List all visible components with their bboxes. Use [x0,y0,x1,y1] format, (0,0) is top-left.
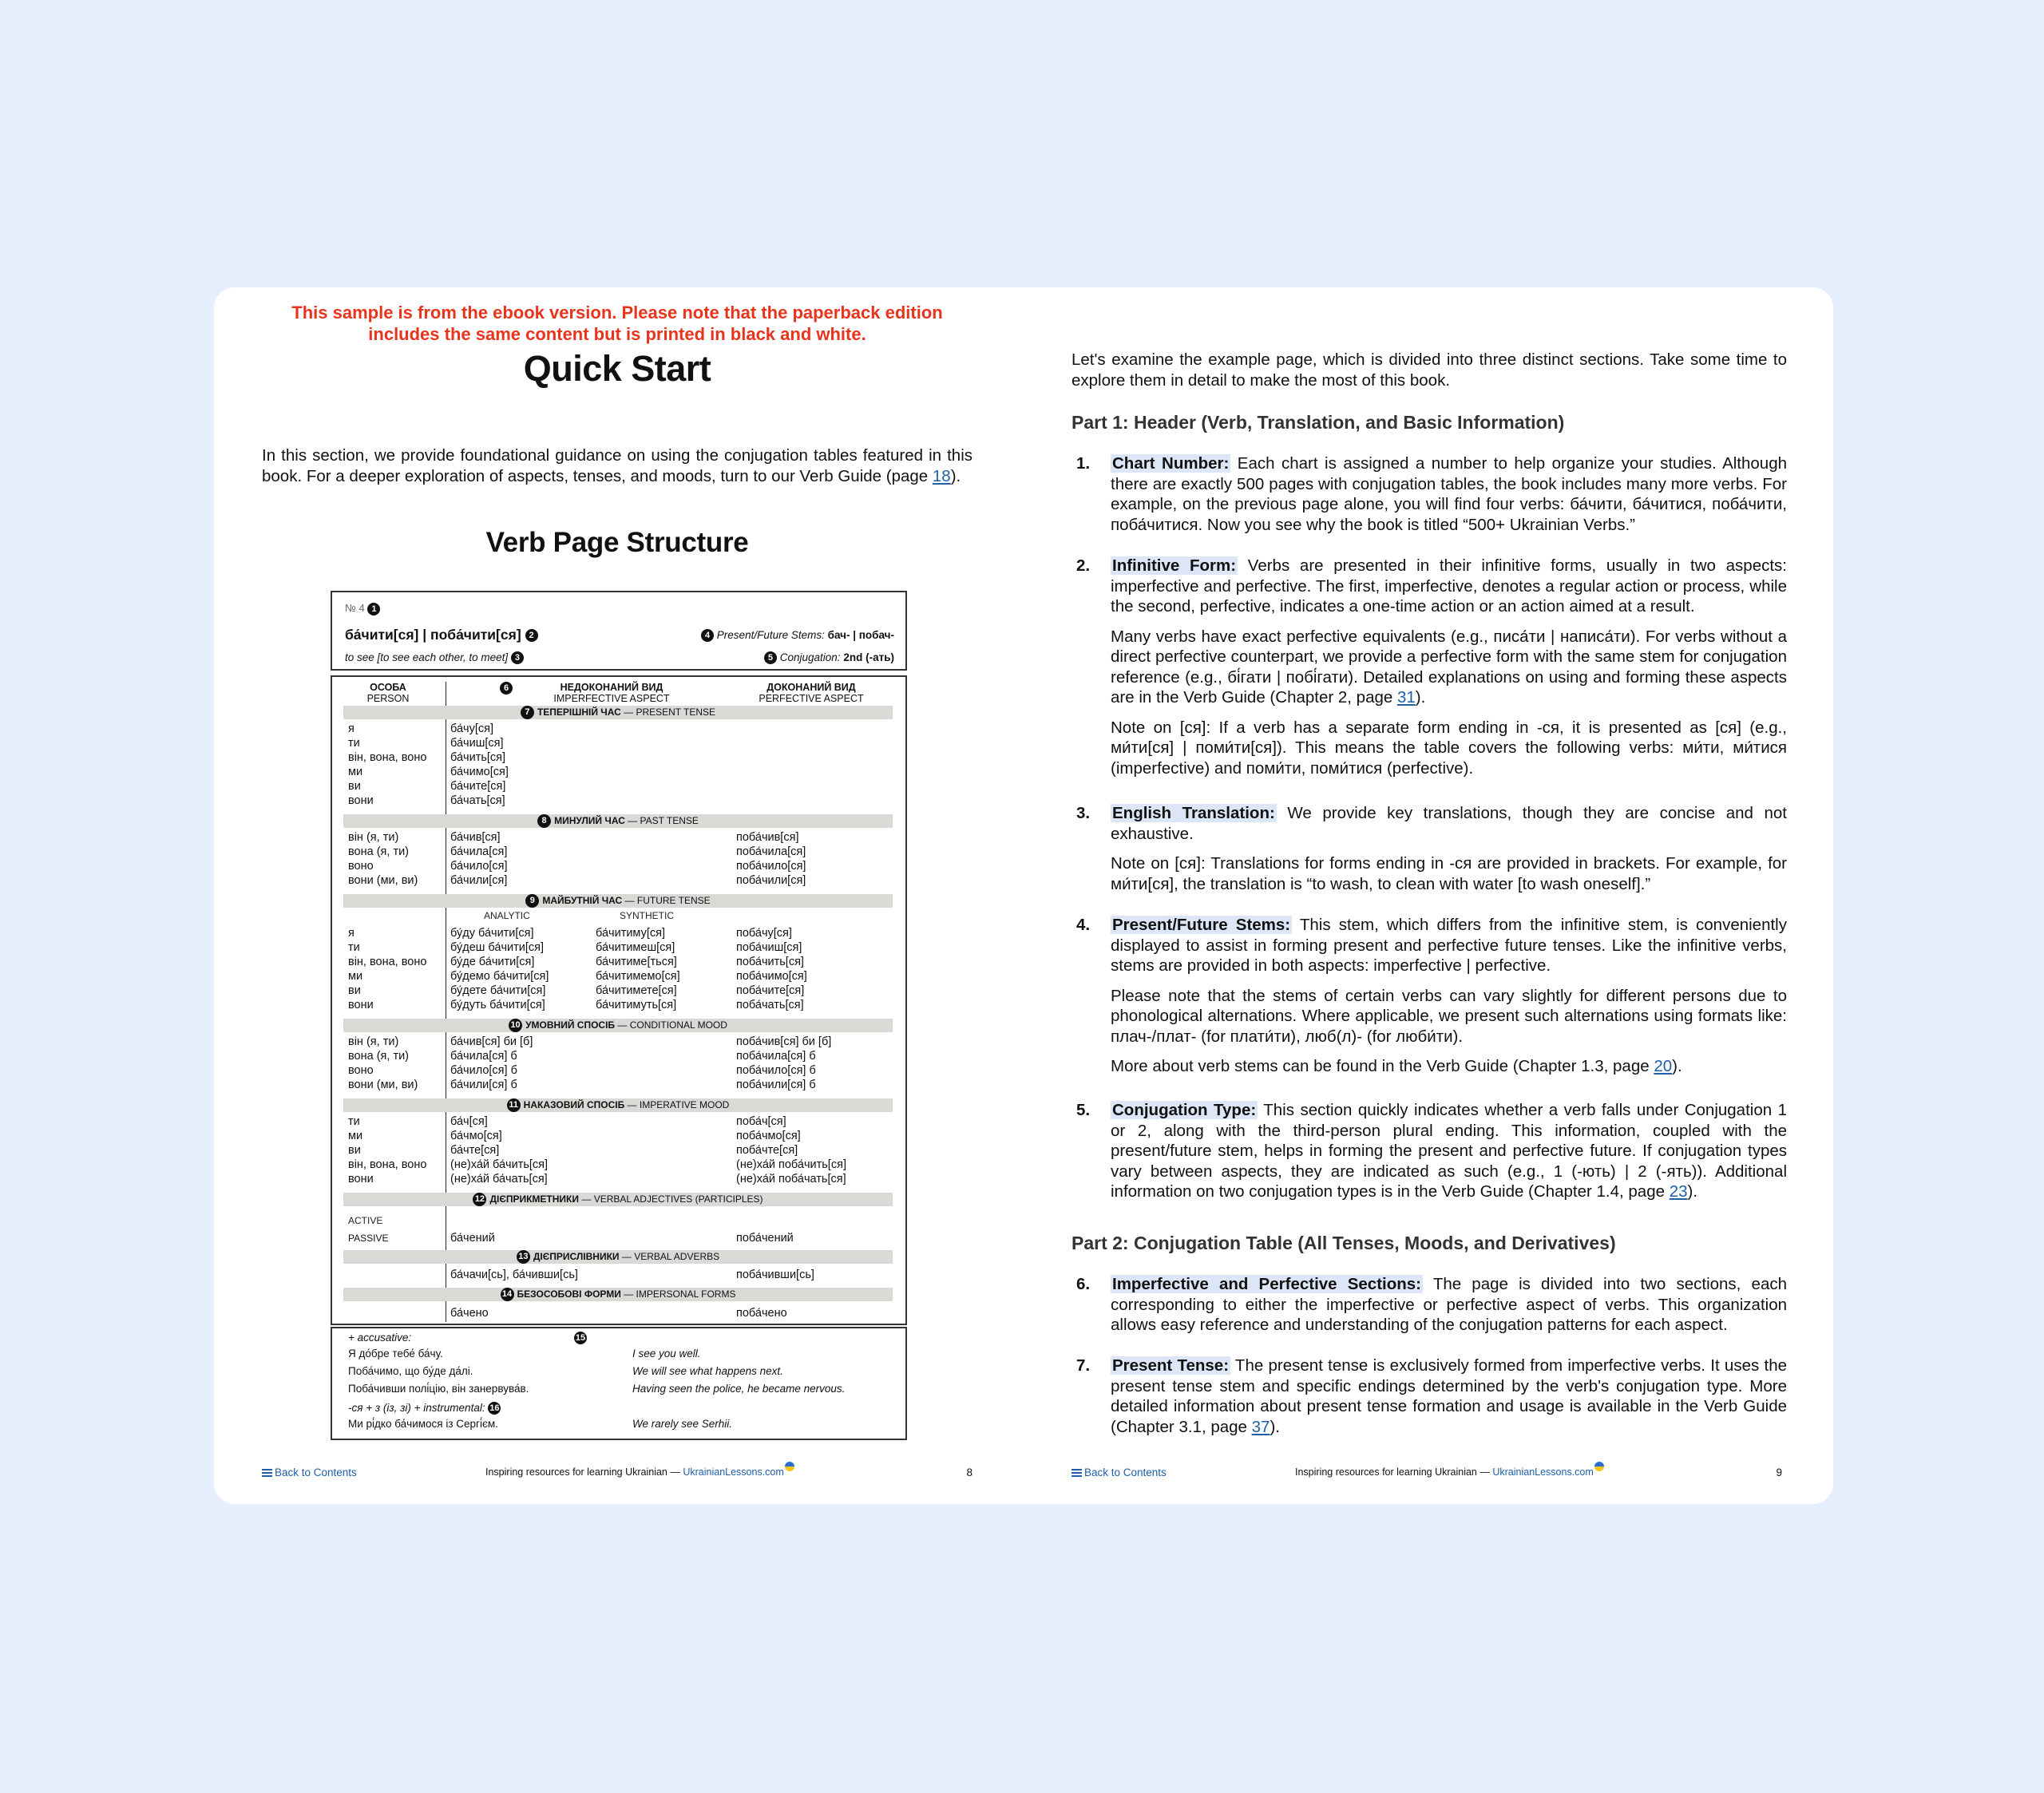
page-link-37[interactable]: 37 [1251,1417,1270,1436]
site-link[interactable]: UkrainianLessons.com [1492,1466,1594,1478]
chart-conjugation: 5 Conjugation: 2nd (-ать) [764,651,894,664]
page-9 [1024,287,1833,1504]
site-link[interactable]: UkrainianLessons.com [683,1466,784,1478]
page-link[interactable]: 18 [932,467,951,485]
band-participles: 12 ДІЄПРИКМЕТНИКИ — VERBAL ADJECTIVES (PARTICIPLES) [343,1193,893,1206]
col-imperfective: 6 НЕДОКОНАНИЙ ВИД IMPERFECTIVE ASPECT [508,682,715,704]
band-present: 7 ТЕПЕРІШНІЙ ЧАС — PRESENT TENSE [343,706,893,719]
page-title: Quick Start [523,348,711,389]
ukraine-flag-icon [1594,1462,1604,1471]
example-2-uk: Поба́чимо, що бу́де да́лі. [348,1365,473,1377]
band-future: 9 МАЙБУТНІЙ ЧАС — FUTURE TENSE [343,894,893,908]
chart-number: № 4 1 [345,602,380,615]
book-spread [214,287,1833,1504]
example-4-en: We rarely see Serhii. [632,1418,733,1430]
page-link-20[interactable]: 20 [1654,1057,1673,1075]
list-item-4: 4. Present/Future Stems: This stem, which differs from the infinitive stem, is conveniently displayed to assist in forming present and perfective future tenses. Like the infinitive verbs, stems are provided in both aspects: imperfective | perfective. Please note that the stems of certain verbs can vary slightly for different persons due to phonological alternations. Where applicable, we present such alternations using formats like: плач-/плат- (for плати́ти), люб(л)- (for люби́ти). More about verb stems can be found in the Verb Guide (Chapter 1.3, page 20). [1076,916,1787,1075]
section-title: Verb Page Structure [485,527,749,558]
footer-tagline: Inspiring resources for learning Ukrainian — UkrainianLessons.com [1295,1466,1604,1478]
chart-infinitive: ба́чити[ся] | поба́чити[ся] 2 [345,627,538,643]
page-number: 9 [1776,1466,1782,1478]
menu-icon [1072,1469,1082,1477]
part1-heading: Part 1: Header (Verb, Translation, and Basic Information) [1072,412,1565,433]
list-item-6: 6. Imperfective and Perfective Sections: The page is divided into two sections, each corresponding to either the imperfective or perfective aspect of verbs. This organization allows easy reference and understanding of the conjugation patterns for each aspect. [1076,1275,1787,1334]
list-item-7: 7. Present Tense: The present tense is exclusively formed from imperfective verbs. It uses the present tense stem and specific endings determined by the verb's conjugation type. More detailed information about present tense formation and usage is available in the Verb Guide (Chapter 3.1, page 37). [1076,1356,1787,1436]
example-3-uk: Поба́чивши полі́цію, він занервува́в. [348,1383,529,1395]
ukraine-flag-icon [785,1462,794,1471]
synthetic-label: SYNTHETIC [620,910,675,921]
back-to-contents-link[interactable]: Back to Contents [262,1466,357,1478]
part2-heading: Part 2: Conjugation Table (All Tenses, Moods, and Derivatives) [1072,1233,1616,1253]
page-link-31[interactable]: 31 [1396,688,1416,707]
analytic-label: ANALYTIC [484,910,530,921]
page-footer [262,1466,972,1482]
footer-tagline: Inspiring resources for learning Ukrainian — UkrainianLessons.com [485,1466,794,1478]
list-item-1: 1. Chart Number: Each chart is assigned a number to help organize your studies. Although there are exactly 500 pages with conjugation tables, the book includes many more verbs. For example, on the previous page alone, you will find four verbs: ба́чити, ба́читися, поба́чити, поба́читися. Now you see why the book is titled “500+ Ukrainian Verbs.” [1076,454,1787,534]
menu-icon [262,1469,272,1477]
chart-stems: 4 Present/Future Stems: бач- | побач- [701,629,894,642]
example-1-uk: Я до́бре тебе́ ба́чу. [348,1348,443,1360]
governance-2: -ся + з (із, зі) + instrumental: 16 [348,1402,500,1414]
band-impersonal: 14 БЕЗОСОБОВІ ФОРМИ — IMPERSONAL FORMS [343,1288,893,1301]
right-intro: Let's examine the example page, which is divided into three distinct sections. Take some time to explore them in detail to make the most of this book. [1072,350,1787,390]
marker-15: 15 [575,1333,586,1343]
sample-notice: This sample is from the ebook version. Please note that the paperback edition includes the same content but is printed in black and white. [291,303,943,344]
list-item-5: 5. Conjugation Type: This section quickly indicates whether a verb falls under Conjugation 1 or 2, along with the third-person plural ending. This information, coupled with the present/future stem, helps in forming the present and perfective future. If conjugation types vary between aspects, they are indicated as such (e.g., 1 (-ють) | 2 (-ять)). Additional information on two conjugation types is in the Verb Guide (Chapter 1.4, page 23). [1076,1101,1787,1201]
conjugation-table: ОСОБА PERSON 6 НЕДОКОНАНИЙ ВИД IMPERFECTIVE ASPECT ДОКОНАНИЙ ВИД PERFECTIVE ASPECT 7 ТЕПЕРІШНІЙ ЧАС — PRESENT TENSE я ба́чу[ся] ти ба́чиш[ся] він, вона, воно ба́чить[ся] ми ба́чимо[ся] ви ба́чите[ся] вони ба́чать[ся] 8 МИНУЛИЙ ЧАС — PAST TENSE він (я, ти) ба́чив[ся] поба́чив[ся] вона (я, ти) ба́чила[ся] поба́чила[ся] воно ба́чило[ся] поба́чило[ся] вони (ми, ви) ба́чили[ся] поба́чили[ся] 9 МАЙБУТНІЙ ЧАС — FUTURE TENSE ANALYTIC SYNTHETIC я бу́ду ба́чити[ся] ба́читиму[ся] поба́чу[ся] ти бу́деш ба́чити[ся] ба́читимеш[ся] поба́чиш[ся] він, вона, воно бу́де ба́чити[ся] ба́читиме[ться] поба́чить[ся] ми бу́демо ба́чити[ся] ба́читимемо[ся] поба́чимо[ся] ви бу́дете ба́чити[ся] ба́читимете[ся] поба́чите[ся] вони бу́дуть ба́чити[ся] ба́читимуть[ся] поба́чать[ся] 10 УМОВНИЙ СПОСІБ — CONDITIONAL MOOD він (я, ти) ба́чив[ся] би [б] поба́чив[ся] би [б] вона (я, ти) ба́чила[ся] б поба́чила[ся] б воно ба́чило[ся] б поба́чило[ся] б вони (ми, ви) ба́чили[ся] б поба́чили[ся] б 11 НАКАЗОВИЙ СПОСІБ — IMPERATIVE MOOD ти ба́ч[ся] поба́ч[ся] ми ба́чмо[ся] поба́чмо[ся] ви ба́чте[ся] поба́чте[ся] він, вона, воно (не)ха́й ба́чить[ся] (не)ха́й поба́чить[ся] вони (не)ха́й ба́чать[ся] (не)ха́й поба́чать[ся] 12 ДІЄПРИКМЕТНИКИ — VERBAL ADJECTIVES (PARTICIPLES) ACTIVE PASSIVE ба́чений поба́чений 13 ДІЄПРИСЛІВНИКИ — VERBAL ADVERBS ба́чачи[сь], ба́чивши[сь] поба́чивши[сь] 14 БЕЗОСОБОВІ ФОРМИ — IMPERSONAL FORMS ба́чено поба́чено [331,675,907,1325]
page-number: 8 [966,1466,972,1478]
col-person: ОСОБА PERSON [366,682,410,704]
active-label: ACTIVE [348,1215,383,1226]
col-perfective: ДОКОНАНИЙ ВИД PERFECTIVE ASPECT [759,682,864,704]
page-footer [1072,1466,1782,1482]
band-adverbs: 13 ДІЄПРИСЛІВНИКИ — VERBAL ADVERBS [343,1250,893,1264]
example-2-en: We will see what happens next. [632,1365,783,1377]
verb-chart-header [331,591,907,671]
list-item-2: 2. Infinitive Form: Verbs are presented in their infinitive forms, usually in two aspects: imperfective and perfective. The first, imperfective, denotes a regular action or process, while the second, perfective, indicates a one-time action or an action aimed at a result. Many verbs have exact perfective equivalents (e.g., писа́ти | написа́ти). For verbs without a direct perfective counterpart, we provide a perfective form with the same stem for conjugation reference (e.g., бі́гати | побі́гати). Detailed explanations on using and forming these aspects are in the Verb Guide (Chapter 2, page 31). Note on [ся]: If a verb has a separate form ending in -ся, it is presented as [ся] (e.g., ми́ти[ся] | поми́ти[ся]). This means the table covers the following verbs: ми́ти, ми́тися (imperfective) and поми́ти, поми́тися (perfective). [1076,556,1787,778]
band-conditional: 10 УМОВНИЙ СПОСІБ — CONDITIONAL MOOD [343,1019,893,1032]
examples-box [331,1327,907,1440]
list-item-3: 3. English Translation: We provide key translations, though they are concise and not exhaustive. Note on [ся]: Translations for forms ending in -ся are provided in brackets. For example, for ми́ти[ся], the translation is “to wash, to clean with water [to wash oneself].” [1076,804,1787,893]
intro-paragraph: In this section, we provide foundational guidance on using the conjugation tables featured in this book. For a deeper exploration of aspects, tenses, and moods, turn to our Verb Guide (page 18). [262,446,972,485]
example-4-uk: Ми рі́дко ба́чимося із Сергі́єм. [348,1418,498,1430]
band-past: 8 МИНУЛИЙ ЧАС — PAST TENSE [343,814,893,828]
chart-translation: to see [to see each other, to meet] 3 [345,651,524,664]
governance-1: + accusative: [348,1332,412,1344]
band-imperative: 11 НАКАЗОВИЙ СПОСІБ — IMPERATIVE MOOD [343,1098,893,1112]
example-1-en: I see you well. [632,1348,701,1360]
page-8 [214,287,1024,1504]
page-link-23[interactable]: 23 [1669,1182,1688,1201]
back-to-contents-link[interactable]: Back to Contents [1072,1466,1167,1478]
example-3-en: Having seen the police, he became nervous. [632,1383,846,1395]
